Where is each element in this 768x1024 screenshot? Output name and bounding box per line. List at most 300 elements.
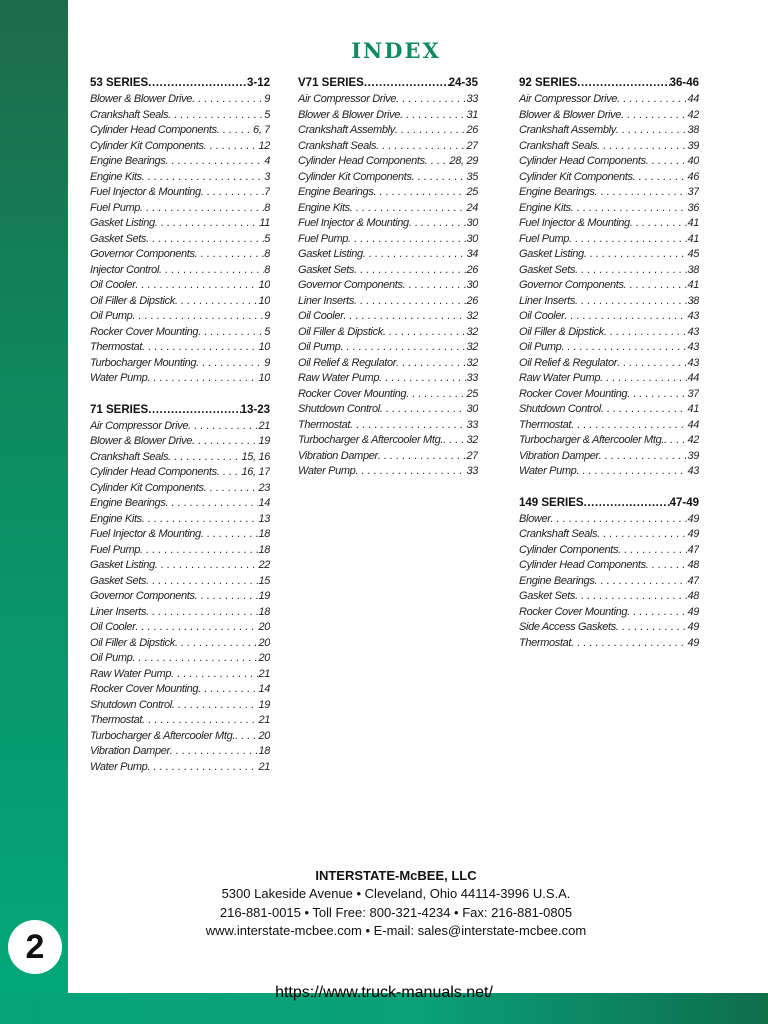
index-entry [298, 449, 478, 465]
page-number: 2 [25, 927, 45, 966]
leader-dots [217, 123, 253, 139]
entry-label: Gasket Sets [519, 590, 576, 602]
leader-dots [188, 419, 258, 435]
index-entry [519, 325, 699, 341]
entry-label: Governor Components [90, 248, 195, 260]
entry-pages: 30 [466, 232, 478, 245]
entry-pages: 8 [264, 248, 270, 260]
index-entry [90, 527, 270, 543]
entry-label: Air Compressor Drive [519, 93, 618, 105]
leader-dots [575, 294, 687, 310]
entry-pages: 33 [466, 372, 478, 384]
leader-dots [172, 698, 259, 714]
entry-label: Rocker Cover Mounting [519, 605, 628, 618]
entry-pages: 19 [258, 435, 270, 447]
leader-dots [618, 543, 687, 559]
entry-label: Turbocharger & Aftercooler Mtg. [298, 434, 444, 446]
entry-label: Governor Components [298, 279, 403, 291]
leader-dots [142, 512, 259, 528]
leader-dots [601, 402, 688, 418]
leader-dots [380, 402, 467, 418]
index-section [298, 76, 478, 480]
leader-dots [147, 371, 258, 387]
leader-dots [140, 201, 264, 217]
entry-label: Engine Kits [298, 201, 350, 214]
entry-pages: 49 [687, 636, 699, 649]
entry-pages: 10 [258, 341, 270, 353]
entry-label: Gasket Listing [519, 248, 584, 260]
leader-dots [616, 620, 688, 636]
entry-pages: 19 [258, 590, 270, 602]
leader-dots [627, 387, 687, 403]
index-section [90, 403, 270, 776]
entry-label: Oil Pump [90, 652, 133, 664]
leader-dots [561, 340, 687, 356]
entry-pages: 32 [466, 341, 478, 353]
index-entry [90, 574, 270, 590]
index-entry [90, 589, 270, 605]
series-heading [519, 76, 699, 92]
leader-dots [165, 496, 258, 512]
index-entry [519, 543, 699, 559]
index-entry [90, 667, 270, 683]
leader-dots [146, 232, 264, 248]
entry-pages: 44 [687, 93, 699, 105]
index-entry [298, 418, 478, 434]
entry-pages: 44 [687, 372, 699, 384]
entry-pages: 9 [264, 93, 270, 105]
entry-label: Oil Relief & Regulator [519, 356, 618, 369]
leader-dots [350, 201, 467, 217]
leader-dots [664, 433, 687, 449]
entry-label: Liner Inserts [298, 294, 354, 307]
entry-pages: 21 [258, 760, 270, 773]
entry-label: Gasket Listing [298, 248, 363, 260]
index-entry [90, 512, 270, 528]
index-entry [90, 325, 270, 341]
entry-label: Raw Water Pump [519, 372, 601, 384]
entry-label: Oil Pump [298, 341, 341, 353]
index-entry [298, 216, 478, 232]
entry-label: Fuel Pump [519, 232, 570, 245]
entry-pages: 10 [258, 372, 270, 384]
leader-dots [155, 558, 259, 574]
leader-dots [198, 682, 258, 698]
entry-label: Water Pump [90, 760, 148, 773]
index-entry [519, 433, 699, 449]
page-title: INDEX [351, 38, 441, 63]
entry-pages: 47 [687, 574, 699, 587]
leader-dots [597, 139, 687, 155]
entry-label: Oil Cooler [519, 310, 565, 322]
entry-label: Crankshaft Seals [90, 108, 169, 121]
entry-label: Governor Components [90, 590, 195, 602]
entry-label: Blower & Blower Drive [298, 108, 401, 121]
entry-label: Fuel Pump [90, 543, 141, 556]
leader-dots [235, 729, 258, 745]
leader-dots [575, 589, 687, 605]
entry-label: Oil Pump [90, 310, 133, 322]
entry-pages: 40 [687, 155, 699, 167]
index-entry [519, 605, 699, 621]
entry-label: Fuel Injector & Mounting [519, 217, 630, 229]
index-entry [90, 698, 270, 714]
index-entry [298, 123, 478, 139]
leader-dots [348, 232, 466, 248]
leader-dots [584, 496, 670, 512]
leader-dots [170, 744, 259, 760]
index-entry [90, 185, 270, 201]
index-column-2 [298, 76, 478, 496]
index-entry [519, 620, 699, 636]
entry-label: Turbocharger & Aftercooler Mtg. [90, 729, 236, 742]
entry-pages: 35 [466, 170, 478, 183]
index-section [90, 76, 270, 387]
entry-pages: 41 [687, 403, 699, 415]
entry-label: Oil Filler & Dipstick [298, 325, 383, 338]
entry-pages: 10 [258, 294, 270, 307]
series-heading [90, 403, 270, 419]
leader-dots [373, 185, 466, 201]
entry-pages: 13 [258, 512, 270, 525]
entry-label: Thermostat [90, 341, 143, 353]
leader-dots [195, 247, 265, 263]
leader-dots [594, 185, 687, 201]
entry-pages: 33 [466, 418, 478, 431]
entry-pages: 5 [264, 232, 270, 245]
entry-pages: 33 [466, 93, 478, 105]
entry-pages: 32 [466, 310, 478, 322]
index-entry [90, 729, 270, 745]
leader-dots [597, 527, 687, 543]
leader-dots [633, 170, 688, 186]
index-entry [298, 185, 478, 201]
index-entry [90, 154, 270, 170]
leader-dots [198, 325, 264, 341]
index-entry [90, 481, 270, 497]
entry-pages: 20 [258, 636, 270, 649]
entry-pages: 14 [258, 497, 270, 509]
entry-pages: 18 [258, 605, 270, 618]
entry-label: Cylinder Head Components [519, 559, 646, 571]
entry-pages: 31 [466, 108, 478, 121]
leader-dots [571, 201, 688, 217]
leader-dots [624, 278, 688, 294]
entry-label: Water Pump [519, 465, 577, 477]
entry-label: Engine Kits [519, 201, 571, 214]
leader-dots [409, 216, 467, 232]
entry-label: Cylinder Kit Components [519, 170, 633, 183]
index-entry [519, 108, 699, 124]
entry-pages: 11 [259, 217, 270, 229]
leader-dots [630, 216, 688, 232]
entry-pages: 26 [466, 294, 478, 307]
index-entry [298, 154, 478, 170]
entry-label: Vibration Damper [90, 745, 170, 757]
entry-label: Engine Bearings [90, 155, 166, 167]
index-entry [298, 263, 478, 279]
entry-pages: 43 [687, 325, 699, 338]
leader-dots [599, 449, 688, 465]
entry-label: Engine Bearings [519, 186, 595, 198]
entry-label: Gasket Sets [90, 232, 147, 245]
leader-dots [355, 464, 466, 480]
index-entry [298, 356, 478, 372]
entry-label: Gasket Sets [90, 574, 147, 587]
index-entry [298, 387, 478, 403]
entry-label: Vibration Damper [519, 449, 599, 462]
index-entry [90, 371, 270, 387]
entry-pages: 41 [687, 217, 699, 229]
index-entry [519, 216, 699, 232]
leader-dots [168, 108, 264, 124]
leader-dots [425, 154, 450, 170]
entry-label: Shutdown Control [519, 403, 601, 415]
index-entry [90, 543, 270, 559]
entry-label: Oil Filler & Dipstick [90, 636, 175, 649]
leader-dots [196, 356, 264, 372]
leader-dots [175, 636, 259, 652]
index-entry [519, 309, 699, 325]
entry-pages: 25 [466, 186, 478, 198]
entry-pages: 33 [466, 465, 478, 477]
source-url[interactable]: https://www.truck-manuals.net/ [275, 984, 493, 1001]
entry-pages: 30 [466, 279, 478, 291]
leader-dots [412, 170, 467, 186]
series-heading [519, 496, 699, 512]
index-section [519, 76, 699, 480]
index-entry [298, 92, 478, 108]
leader-dots [140, 543, 258, 559]
entry-label: Air Compressor Drive [298, 93, 397, 105]
entry-label: Cylinder Head Components [298, 155, 425, 167]
index-entry [90, 356, 270, 372]
entry-pages: 16, 17 [241, 466, 270, 478]
leader-dots [621, 108, 687, 124]
entry-pages: 6, 7 [253, 124, 270, 136]
company-address: 5300 Lakeside Avenue • Cleveland, Ohio 44114-3996 U.S.A. [221, 886, 571, 901]
entry-pages: 39 [687, 449, 699, 462]
leader-dots [142, 713, 258, 729]
entry-label: Oil Pump [519, 341, 562, 353]
entry-pages: 15, 16 [241, 450, 270, 463]
entry-pages: 21 [258, 667, 270, 680]
entry-label: Cylinder Components [519, 543, 619, 556]
entry-label: Gasket Listing [90, 559, 155, 571]
index-entry [519, 464, 699, 480]
entry-pages: 23 [258, 481, 270, 494]
entry-pages: 49 [687, 605, 699, 618]
series-pages: 24-35 [448, 77, 478, 89]
entry-pages: 9 [264, 310, 270, 322]
index-entry [298, 278, 478, 294]
index-column-3 [519, 76, 699, 667]
index-entry [90, 434, 270, 450]
entry-label: Blower & Blower Drive [519, 108, 622, 121]
leader-dots [146, 605, 258, 621]
entry-pages: 30 [466, 217, 478, 229]
leader-dots [403, 278, 467, 294]
entry-pages: 48 [687, 559, 699, 571]
entry-pages: 41 [687, 232, 699, 245]
index-entry [90, 558, 270, 574]
entry-label: Gasket Sets [519, 263, 576, 276]
entry-pages: 49 [687, 621, 699, 633]
leader-dots [400, 108, 466, 124]
index-entry [90, 108, 270, 124]
index-entry [519, 123, 699, 139]
entry-label: Water Pump [90, 372, 148, 384]
index-entry [298, 170, 478, 186]
entry-pages: 9 [264, 356, 270, 369]
leader-dots [147, 760, 258, 776]
index-entry [519, 402, 699, 418]
index-entry [90, 92, 270, 108]
entry-label: Rocker Cover Mounting [90, 325, 199, 338]
entry-pages: 47 [687, 543, 699, 556]
entry-label: Fuel Injector & Mounting [90, 186, 201, 198]
entry-pages: 36 [687, 201, 699, 214]
index-entry [298, 325, 478, 341]
leader-dots [646, 558, 688, 574]
leader-dots [171, 667, 258, 683]
entry-pages: 5 [264, 108, 270, 121]
entry-label: Raw Water Pump [90, 667, 172, 680]
index-entry [519, 449, 699, 465]
index-entry [90, 232, 270, 248]
index-entry [90, 744, 270, 760]
entry-label: Liner Inserts [90, 605, 146, 618]
entry-pages: 20 [258, 652, 270, 664]
entry-label: Water Pump [298, 465, 356, 477]
entry-pages: 21 [258, 714, 270, 726]
leader-dots [159, 263, 264, 279]
entry-label: Fuel Pump [298, 232, 349, 245]
entry-pages: 30 [466, 403, 478, 415]
index-entry [519, 512, 699, 528]
index-entry [90, 247, 270, 263]
entry-label: Vibration Damper [298, 449, 378, 462]
leader-dots [378, 449, 467, 465]
index-entry [90, 294, 270, 310]
entry-label: Oil Cooler [90, 621, 136, 633]
index-entry [90, 170, 270, 186]
leader-dots [354, 263, 466, 279]
index-entry [519, 92, 699, 108]
entry-label: Oil Filler & Dipstick [90, 294, 175, 307]
entry-label: Shutdown Control [298, 403, 380, 415]
entry-pages: 7 [264, 186, 270, 198]
entry-label: Engine Kits [90, 170, 142, 183]
index-entry [90, 682, 270, 698]
leader-dots [340, 340, 466, 356]
leader-dots [383, 325, 467, 341]
entry-pages: 34 [466, 248, 478, 260]
leader-dots [376, 139, 466, 155]
index-entry [90, 419, 270, 435]
entry-pages: 18 [258, 745, 270, 757]
index-entry [519, 294, 699, 310]
entry-label: Blower & Blower Drive [90, 93, 193, 105]
leader-dots [132, 651, 258, 667]
index-entry [519, 387, 699, 403]
entry-pages: 37 [687, 387, 699, 400]
index-entry [90, 450, 270, 466]
index-entry [90, 713, 270, 729]
leader-dots [155, 216, 259, 232]
entry-pages: 38 [687, 263, 699, 276]
leader-dots [343, 309, 466, 325]
company-phones: 216-881-0015 • Toll Free: 800-321-4234 • Fax: 216-881-0805 [219, 904, 573, 920]
entry-label: Gasket Listing [90, 217, 155, 229]
leader-dots [350, 418, 466, 434]
index-entry [298, 139, 478, 155]
series-pages: 47-49 [669, 496, 699, 509]
entry-label: Fuel Injector & Mounting [90, 528, 201, 540]
index-entry [519, 418, 699, 434]
leader-dots [148, 76, 247, 92]
series-title: 149 SERIES [519, 496, 584, 509]
index-entry [298, 464, 478, 480]
entry-label: Crankshaft Assembly [298, 124, 395, 136]
entry-label: Oil Cooler [90, 279, 136, 291]
index-entry [90, 139, 270, 155]
entry-label: Engine Bearings [519, 574, 595, 587]
entry-label: Thermostat [519, 636, 572, 649]
leader-dots [379, 371, 466, 387]
series-heading [90, 76, 270, 92]
index-entry [298, 309, 478, 325]
leader-dots [146, 574, 258, 590]
entry-pages: 8 [264, 263, 270, 276]
company-name: INTERSTATE-McBEE, LLC [315, 868, 477, 883]
entry-pages: 8 [264, 201, 270, 214]
entry-pages: 27 [466, 449, 478, 462]
index-entry [90, 309, 270, 325]
leader-dots [135, 620, 258, 636]
leader-dots [142, 340, 258, 356]
leader-dots [217, 465, 242, 481]
leader-dots [175, 294, 259, 310]
entry-label: Turbocharger Mounting [90, 356, 197, 369]
leader-dots [443, 433, 466, 449]
entry-pages: 43 [687, 356, 699, 369]
entry-label: Thermostat [90, 714, 143, 726]
index-entry [298, 402, 478, 418]
leader-dots [354, 294, 466, 310]
entry-label: Crankshaft Seals [519, 139, 598, 152]
leader-dots [551, 512, 688, 528]
leader-dots [204, 481, 259, 497]
index-entry [90, 760, 270, 776]
entry-pages: 18 [258, 528, 270, 540]
leader-dots [135, 278, 258, 294]
page-number-badge [8, 920, 62, 974]
leader-dots [395, 123, 467, 139]
index-entry [519, 636, 699, 652]
entry-label: Crankshaft Seals [90, 450, 169, 463]
leader-dots [594, 574, 687, 590]
index-entry [90, 636, 270, 652]
entry-pages: 25 [466, 387, 478, 400]
leader-dots [600, 371, 687, 387]
entry-pages: 38 [687, 124, 699, 136]
leader-dots [363, 247, 467, 263]
leader-dots [396, 92, 466, 108]
entry-label: Cylinder Head Components [519, 155, 646, 167]
entry-pages: 43 [687, 310, 699, 322]
leader-dots [168, 450, 241, 466]
